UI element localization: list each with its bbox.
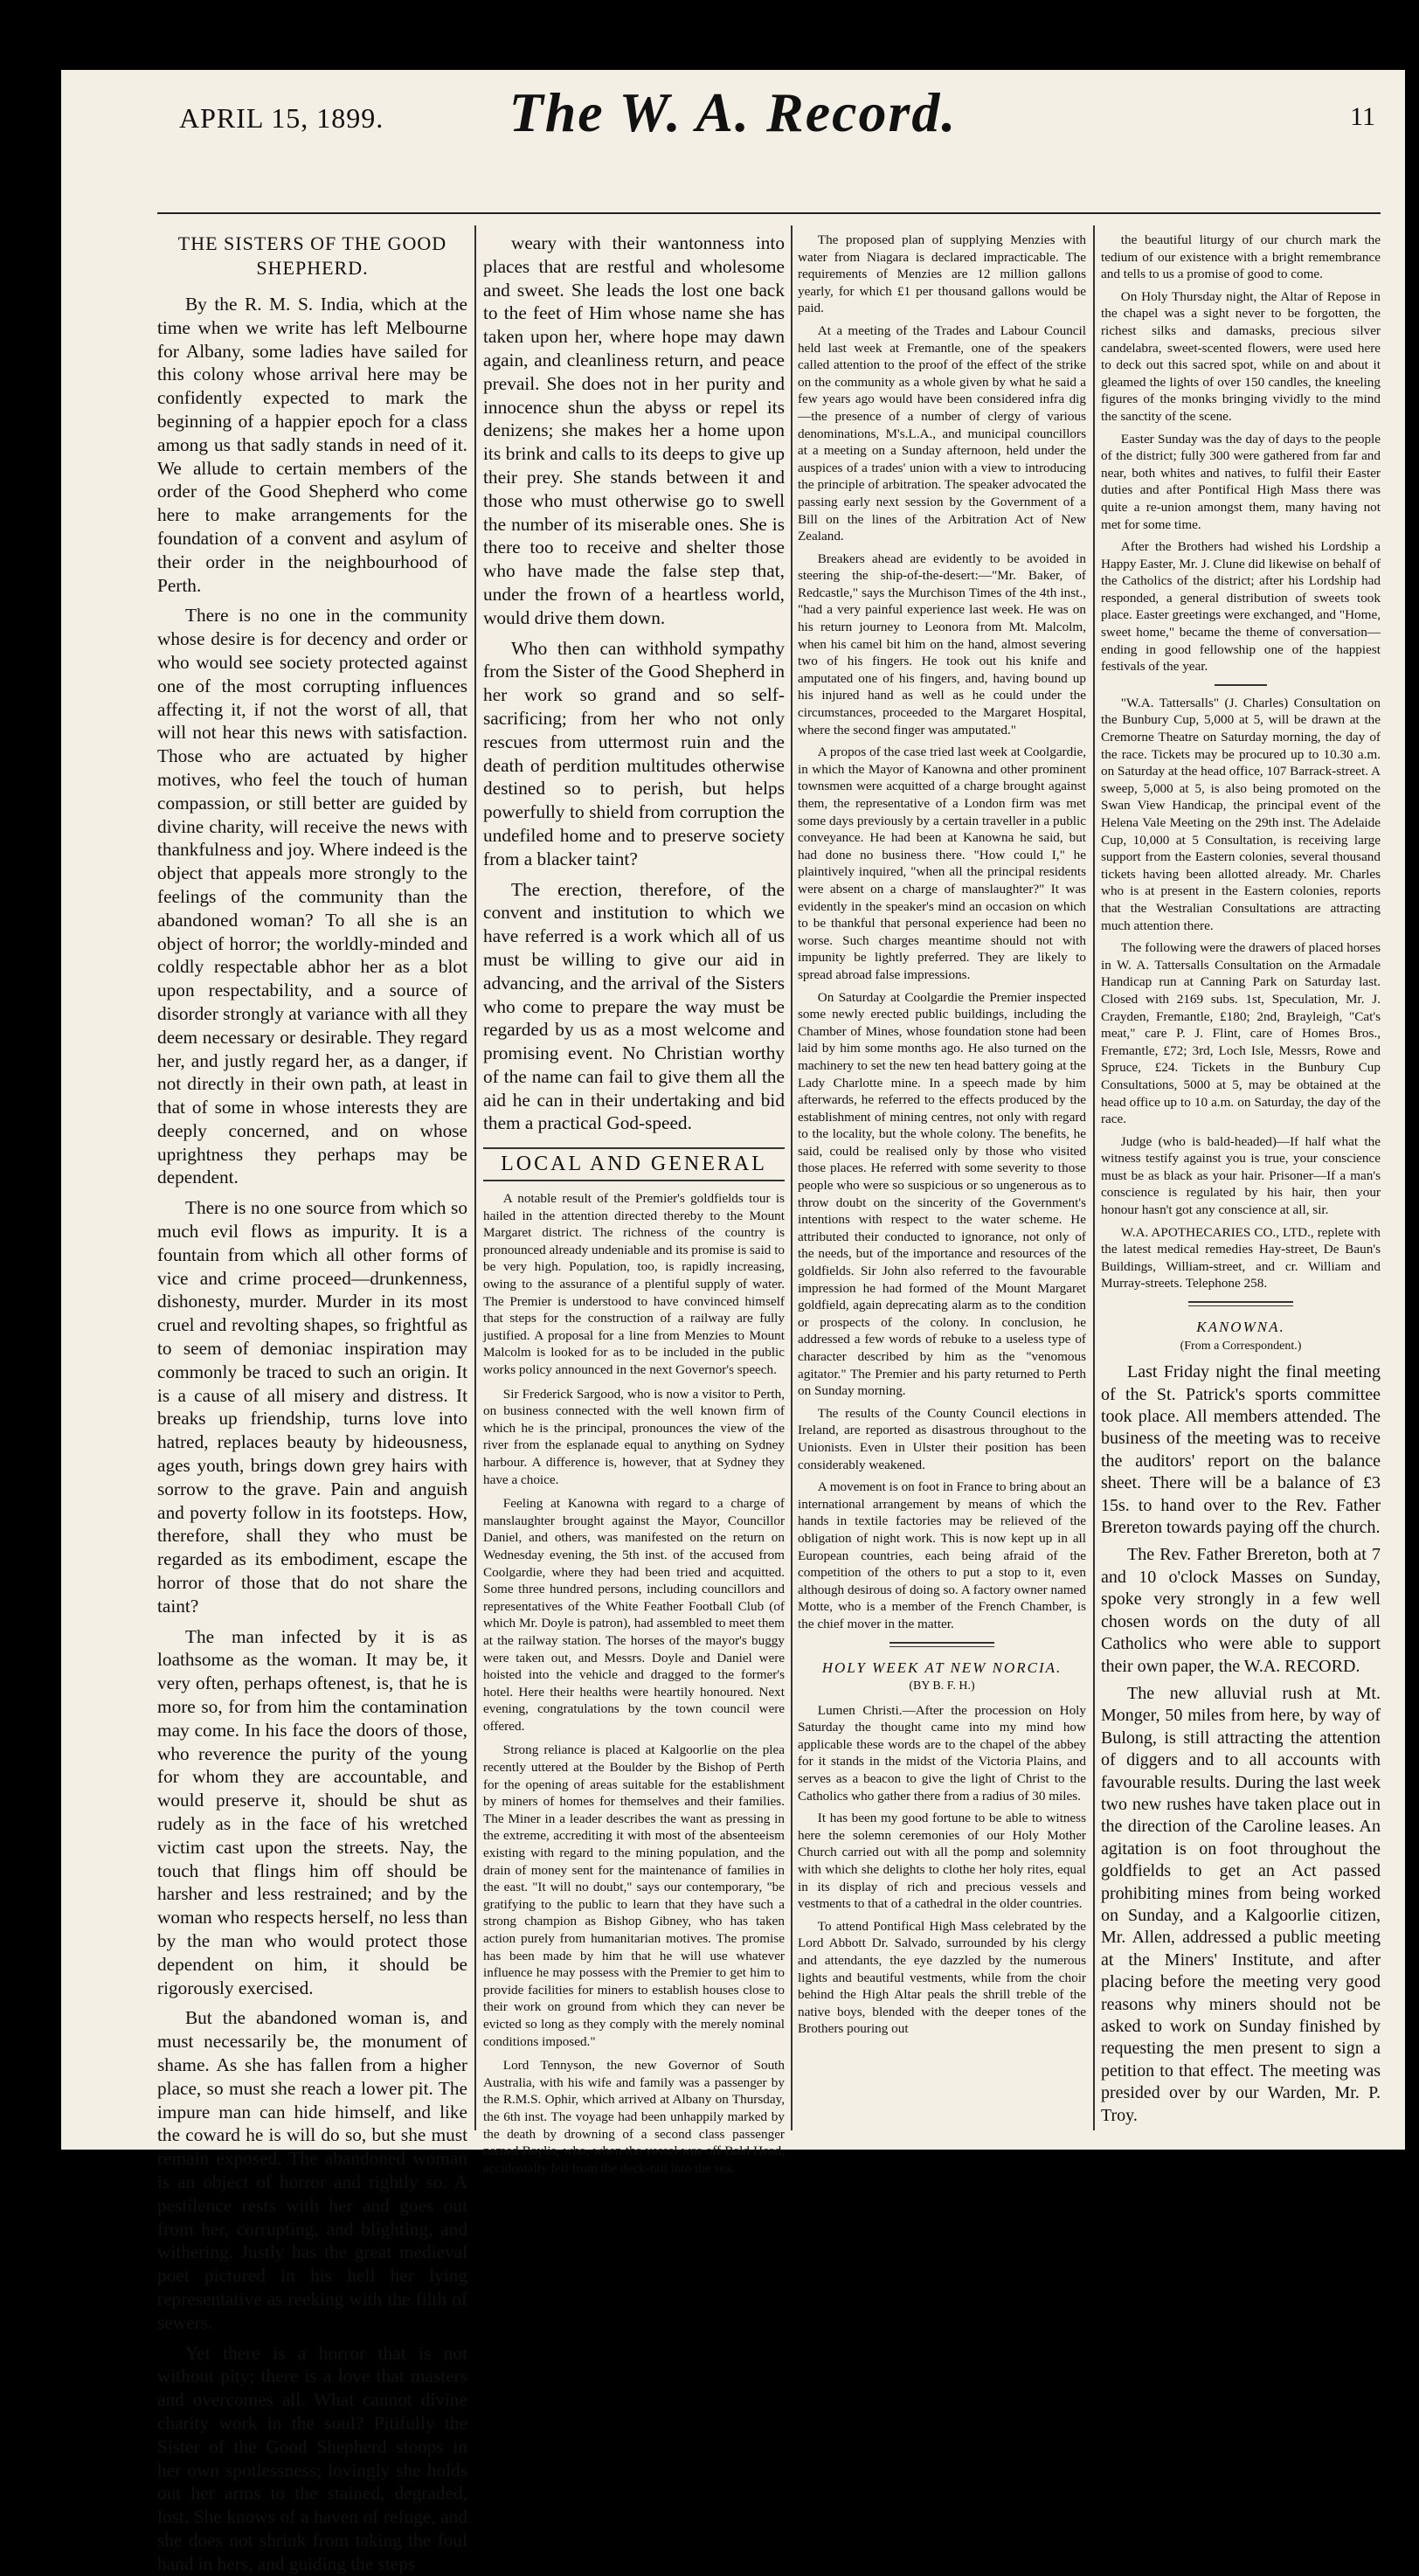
column-rule xyxy=(791,225,793,2130)
paragraph: Lumen Christi.—After the procession on Holy Saturday the thought came into my mind how applicable these words are to the chapel of the abbey for it stands in the midst of the Victoria Plains, and serves as a beacon to give the light of Christ to the Catholics who gather there from a radius of 30 miles. xyxy=(798,1702,1086,1804)
paragraph: But the abandoned woman is, and must necessarily be, the monument of shame. As she has fallen from a higher place, so must she reach a lower pit. The impure man can hide himself, and like the coward he is will do so, but she must remain exposed. The abandoned woman is an object of horror and rightly so. A pestilence rests with her and goes out from her, corrupting, and blighting, and withering. Justly has the great medieval poet pictured in his hell her lying representative as reeking with the filth of sewers. xyxy=(157,2007,467,2333)
paragraph: There is no one source from which so much evil flows as impurity. It is a fountain from which all other forms of vice and crime proceed—drunkenness, dishonesty, murder. Murder in its most cruel and revolting shapes, so frightful as to seem of demoniac inspiration may commonly be traced to such an origin. It is a cause of all misery and distress. It breaks up friendship, turns love into hatred, replaces beauty by hideousness, ages youth, brings down grey hairs with sorrow to the grave. Pain and anguish and poverty follow in its footsteps. How, therefore, shall they who must be regarded as its embodiment, escape the horror of those that do not share the taint? xyxy=(157,1197,467,1617)
paragraph: To attend Pontifical High Mass celebrated by the Lord Abbott Dr. Salvado, surrounded by his clergy and attendants, the eye dazzled by the numerous lights and beautiful vestments, while from the choir behind the High Altar peals the shrill treble of the native boys, blended with the deeper tones of the Brothers pouring out xyxy=(798,1918,1086,2037)
paragraph: A notable result of the Premier's goldfields tour is hailed in the attention directed thereby to the Mount Margaret district. The richness of the country is pronounced already undeniable and its promise is said to be very high. Population, too, is rapidly increasing, owing to the assurance of a plentiful supply of water. The Premier is understood to have convinced himself that steps for the construction of a railway are fully justified. A proposal for a line from Menzies to Mount Malcolm is looked for as to be included in the public works policy announced in the next Governor's speech. xyxy=(483,1191,786,1378)
paragraph: On Holy Thursday night, the Altar of Repose in the chapel was a sight never to be forgotten, the richest silks and damasks, precious silver candelabra, sweet-scented flowers, were used here to deck out this sacred spot, while on and about it gleamed the lights of over 150 candles, the kneeling figures of the monks bringing vividly to the mind the sanctity of the scene. xyxy=(1101,288,1381,424)
issue-date: APRIL 15, 1899. xyxy=(179,102,384,134)
masthead-rule xyxy=(157,212,1381,214)
paragraph: Lord Tennyson, the new Governor of South Australia, with his wife and family was a passenger by the R.M.S. Ophir, which arrived at Albany on Thursday, the 6th inst. The voyage had been unhappily marked by the death by drowning of a second class passenger named Baylis, who, when the vessel was off Bald Head, accidentally fell from the deck-rail into the sea. xyxy=(483,2058,785,2176)
newspaper-page xyxy=(61,70,1405,2574)
paragraph: After the Brothers had wished his Lordship a Happy Easter, Mr. J. Clune did likewise on behalf of the Catholics of the district; after his Lordship had responded, a general distribution of sweets took place. Easter greetings were exchanged, and "Home, sweet home," became the theme of conversation—ending in good fellowship one of the happiest festivals of the year. xyxy=(1101,539,1381,675)
paragraph: Strong reliance is placed at Kalgoorlie on the plea recently uttered at the Boulder by the Bishop of Perth for the opening of areas suitable for the establishment by miners of homes for themselves and their families. The Miner in a leader describes the want as pressing in the extreme, accrediting it with most of the absenteeism existing with regard to the mining population, and the drain of money sent for the maintenance of families in the east. "It will no doubt," says our contemporary, "be gratifying to the public to learn that they have such a strong champion as Bishop Gibney, who has taken action purely from humanitarian motives. The promise has been made by him that he will use whatever influence he may possess with the Premier to get him to provide facilities for miners to establish houses close to their work on ground from which they can never be evicted so long as they comply with the merely nominal conditions imposed." xyxy=(483,1742,785,2049)
paragraph: A movement is on foot in France to bring about an international arrangement by means of which the hands in textile factories may be relieved of the obligation of night work. This is now kept up in all European countries, each being afraid of the competition of the others to put a stop to it, even although desirous of doing so. A factory owner named Motte, who is a member of the French Chamber, is the chief mover in the matter. xyxy=(798,1479,1086,1631)
column-1 xyxy=(157,232,467,2574)
paragraph: The man infected by it is as loathsome as the woman. It may be, it very often, perhaps oftenest, is, that he is more so, for from him the contamination may come. In his face the doors of those, who reverence the purity of the young for whom they are accountable, and would preserve it, should be shut as rudely as in the face of his wretched victim cast upon the streets. Nay, the touch that flings him off should be harsher and less restrained; and by the woman who respects herself, no less than by the man who would protect those dependent on him, it should be rigorously exercised. xyxy=(157,1625,467,1998)
paragraph: The Rev. Father Brereton, both at 7 and 10 o'clock Masses on Sunday, spoke very strongly in a few well chosen words on the duty of all Catholics who were able to support their own paper, the W.A. RECORD. xyxy=(1101,1545,1381,1676)
paragraph: A propos of the case tried last week at Coolgardie, in which the Mayor of Kanowna and other prominent townsmen were acquitted of a charge brought against them, the representative of a London firm was met some days previously by a certain traveller in a public conveyance. He had been at Kanowna he said, but had done no business there. "How could I," he plaintively inquired, "when all the principal residents were absent on a charge of manslaughter?" It was evidently in the speaker's mind an occasion on which to be thankful that personal experience had been no worse. Such charges meantime should not with impunity be lightly preferred. They are likely to spread abroad false impressions. xyxy=(798,744,1086,982)
column-3 xyxy=(798,232,1086,2145)
divider xyxy=(1215,684,1267,686)
paragraph: The new alluvial rush at Mt. Monger, 50 miles from here, by way of Bulong, is still attracting the attention of diggers and to all accounts with favourable results. During the last week two new rushes have taken place out in the direction of the Caroline leases. An agitation is on foot throughout the goldfields to get an Act passed prohibiting mines from being worked on Sunday, and a Kalgoorlie citizen, Mr. Allen, addressed a public meeting at the Miners' Institute, and after placing before the meeting very good reasons why miners should not be asked to work on Sunday finished by requesting the men present to sign a petition to that effect. The meeting was presided over by our Warden, Mr. P. Troy. xyxy=(1101,1683,1381,2125)
paragraph: weary with their wantonness into places that are restful and wholesome and sweet. She leads the lost one back to the feet of Him whose name she has taken upon her, where hope may dawn again, and cleanliness return, and peace prevail. She does not in her purity and innocence shun the abyss or repel its denizens; she makes her a home upon its brink and calls to its deeps to give up their prey. She stands between it and those who must otherwise go to swell the number of its miserable ones. She is there too to receive and shelter those who have made the false step that, under the frown of a heartless world, would drive them down. xyxy=(483,232,785,628)
paragraph: Feeling at Kanowna with regard to a charge of manslaughter brought against the Mayor, Councillor Daniel, and others, was manifested on the return on Wednesday evening, the 5th inst. of the accused from Coolgardie, where they had been tried and acquitted. Some three hundred persons, including councillors and representatives of the White Feather Football Club (of which Mr. Doyle is patron), had assembled to meet them at the railway station. The horses of the mayor's buggy were taken out, and Messrs. Doyle and Daniel were hoisted into the vehicle and dragged to the former's hotel. Here their healths were heartily honoured. Next evening, congratulations by the town council were offered. xyxy=(483,1496,785,1734)
paragraph: There is no one in the community whose desire is for decency and order or who would see society protected against one of the most corrupting influences affecting it, if not the worst of all, that will not hear this news with satisfaction. Those who are actuated by higher motives, who feel the touch of human compassion, or still better are guided by divine charity, will receive the news with thankfulness and joy. Where indeed is the object that appeals more strongly to the feelings of the community than the abandoned woman? To all she is an object of horror; the worldly-minded and coldly respectable abhor her as a blot upon respectability, and a source of disorder strongly at variance with all they deem necessary or desirable. They regard her, and justly regard her, as a danger, if not directly in their own path, at least in that of some in whose interests they are deeply concerned, and on whose uprightness they perhaps may be dependent. xyxy=(157,605,467,1188)
paragraph: W.A. APOTHECARIES CO., LTD., replete with the latest medical remedies Hay-street, De Baun's Buildings, William-street, and cr. William and Murray-streets. Telephone 258. xyxy=(1101,1224,1381,1291)
section-divider xyxy=(1188,1301,1293,1306)
column-rule xyxy=(474,225,476,2130)
paragraph: Who then can withhold sympathy from the Sister of the Good Shepherd in her work so grand and so self-sacrificing; from her who not only rescues from uttermost ruin and the death of perdition multitudes otherwise destined so to perish, but helps powerfully to shield from corruption the undefiled home and to preserve society from a blacker taint? xyxy=(483,637,785,869)
paragraph: Easter Sunday was the day of days to the people of the district; fully 300 were gathered from far and near, both whites and natives, to fulfil their Easter duties and after Pontifical High Mass there was quite a re-union amongst them, many having not met for some time. xyxy=(1101,431,1381,532)
paragraph: Breakers ahead are evidently to be avoided in steering the ship-of-the-desert:—"Mr. Baker, of Redcastle," says the Murchison Times of the 4th inst., "had a very painful experience last week. He was on his return journey to Leonora from Mt. Malcolm, when his camel bit him on the hand, almost severing two of his fingers. He took out his knife and amputated one of his fingers, and, having bound up his injured hand as well as he could under the circumstances, proceeded to the Margaret Hospital, where the second finger was amputated." xyxy=(798,551,1086,737)
masthead xyxy=(61,70,1405,184)
section-divider xyxy=(889,1642,994,1647)
paragraph: "W.A. Tattersalls" (J. Charles) Consultation on the Bunbury Cup, 5,000 at 5, will be drawn at the Cremorne Theatre on Saturday morning, the day of the race. Tickets may be procured up to 10.30 a.m. on Saturday at the head office, 107 Barrack-street. A sweep, 5,000 at 5, is also being promoted on the Swan View Handicap, the principal event of the Helena Vale Meeting on the 29th inst. The Adelaide Cup, 10,000 at 5 Consultation, is receiving large support from the Eastern colonies, several thousand tickets having been allotted already. Mr. Charles who is at present in the Eastern colonies, reports that the Westralian Consultations are attracting much attention there. xyxy=(1101,695,1381,933)
column-2 xyxy=(483,232,786,2176)
byline: (BY B. F. H.) xyxy=(909,1679,975,1693)
paragraph: the beautiful liturgy of our church mark the tedium of our existence with a bright remembrance and tells to us a promise of good to come. xyxy=(1101,232,1381,282)
byline: (From a Correspondent.) xyxy=(1180,1339,1302,1353)
paragraph: At a meeting of the Trades and Labour Council held last week at Fremantle, one of the speakers called attention to the proof of the effect of the strike on the community as a whole given by what he said a few years ago would have been considered infra dig—the presence of a number of clergy of various denominations, M's.L.A., and municipal councillors at a meeting on a Sunday afternoon, held under the auspices of a trades' union with a view to introducing the principle of arbitration. The speaker advocated the passing early next session by the Government of a Bill on the lines of the Arbitration Act of New Zealand. xyxy=(798,322,1086,544)
paragraph: Sir Frederick Sargood, who is now a visitor to Perth, on business connected with the well known firm of which he is the principal, pronounces the view of the river from the esplanade equal to anything on Sydney harbour. A difference is, however, that at Sydney they have a choice. xyxy=(483,1386,785,1487)
paragraph: Last Friday night the final meeting of the St. Patrick's sports committee took place. All members attended. The business of the meeting was to receive the auditors' report on the balance sheet. There will be a balance of £3 15s. to hand over to the Rev. Father Brereton towards paying off the church. xyxy=(1101,1362,1381,1538)
paragraph: Yet there is a horror that is not without pity; there is a love that masters and overcomes all. What cannot divine charity work in the soul? Pitifully the Sister of the Good Shepherd stoops in her own spotlessness; lovingly she holds out her arms to the stained, degraded, lost. She knows of a haven of refuge, and she does not shrink from taking the foul hand in hers, and guiding the steps xyxy=(157,2342,467,2574)
newspaper-title: The W. A. Record. xyxy=(509,81,958,143)
page-number: 11 xyxy=(1350,102,1375,131)
paragraph: The proposed plan of supplying Menzies with water from Niagara is declared impracticable. The requirements of Menzies are 12 million gallons yearly, for which £1 per thousand gallons would be paid. xyxy=(798,232,1086,316)
paragraph: The following were the drawers of placed horses in W. A. Tattersalls Consultation on the Armadale Handicap run at Canning Park on Saturday last. Closed with 2169 subs. 1st, Speculation, Mr. J. Crayden, Fremantle, £180; 2nd, Brayleigh, "Cat's meat," care P. J. Flint, care of Homes Bros., Fremantle, £72; 3rd, Loch Isle, Messrs, Rowe and Spruce, £24. Tickets in the Bunbury Cup Consultations, 5000 at 5, may be obtained at the head office up to 10 a.m. on Saturday, the day of the race. xyxy=(1101,940,1381,1127)
section-heading: KANOWNA. xyxy=(1196,1319,1285,1336)
paragraph: Judge (who is bald-headed)—If half what the witness testify against you is true, your conscience must be as black as your hair. Prisoner—If a man's conscience is regulated by his hair, then your honour hasn't got any conscience at all, sir. xyxy=(1101,1133,1381,1218)
paragraph: It has been my good fortune to be able to witness here the solemn ceremonies of our Holy Mother Church carried out with all the pomp and solemnity with which she delights to clothe her holy rites, equal in its display of rich and precious vessels and vestments to that of a cathedral in the older countries. xyxy=(798,1811,1086,1912)
section-heading: HOLY WEEK AT NEW NORCIA. xyxy=(821,1658,1063,1676)
paragraph: The results of the County Council elections in Ireland, are reported as disastrous throughout to the Unionists. Even in Ulster their position has been considerably weakened. xyxy=(798,1405,1086,1472)
paragraph: By the R. M. S. India, which at the time when we write has left Melbourne for Albany, some ladies have sailed for this colony whose arrival here may be confidently expected to mark the beginning of a happier epoch for a class among us that sadly stands in need of it. We allude to certain members of the order of the Good Shepherd who come here to make arrangements for the foundation of a convent and asylum of their order in the neighbourhood of Perth. xyxy=(157,294,467,596)
column-rule xyxy=(1093,225,1095,2130)
article-heading: THE SISTERS OF THE GOOD SHEPHERD. xyxy=(177,232,447,279)
column-4 xyxy=(1101,232,1381,2145)
paragraph: On Saturday at Coolgardie the Premier inspected some newly erected public buildings, including the Chamber of Mines, whose foundation stone had been laid by him some months ago. He also turned on the machinery to set the new ten head battery going at the Lady Charlotte mine. In a speech made by him afterwards, he referred to the effects produced by the establishment of mining centres, not only with regard to the locality, but the whole colony. The benefits, he said, could be realised only by those who visited those places. He referred with some severity to those people who were so suspicious or so ungenerous as to throw doubt on the sincerity of the Government's intentions with respect to the water scheme. He attributed their conducted to ignorance, not only of the needs, but of the importance and resources of the goldfields. Sir John also referred to the favourable impression he had formed of the Mount Margaret goldfield, again deprecating alarm as to the condition or prospects of the colony. In conclusion, he addressed a few words of rebuke to a useless type of character described by him as the "venomous agitator." The Premier and his party returned to Perth on Sunday morning. xyxy=(798,989,1086,1399)
section-heading: LOCAL AND GENERAL xyxy=(483,1147,785,1181)
paragraph: The erection, therefore, of the convent and institution to which we have referred is a work which all of us must be willing to give our aid in advancing, and the arrival of the Sisters who come to prepare the way must be regarded by us as a most welcome and promising event. No Christian worthy of the name can fail to give them all the aid he can in their undertaking and bid them a practical God-speed. xyxy=(483,878,785,1134)
